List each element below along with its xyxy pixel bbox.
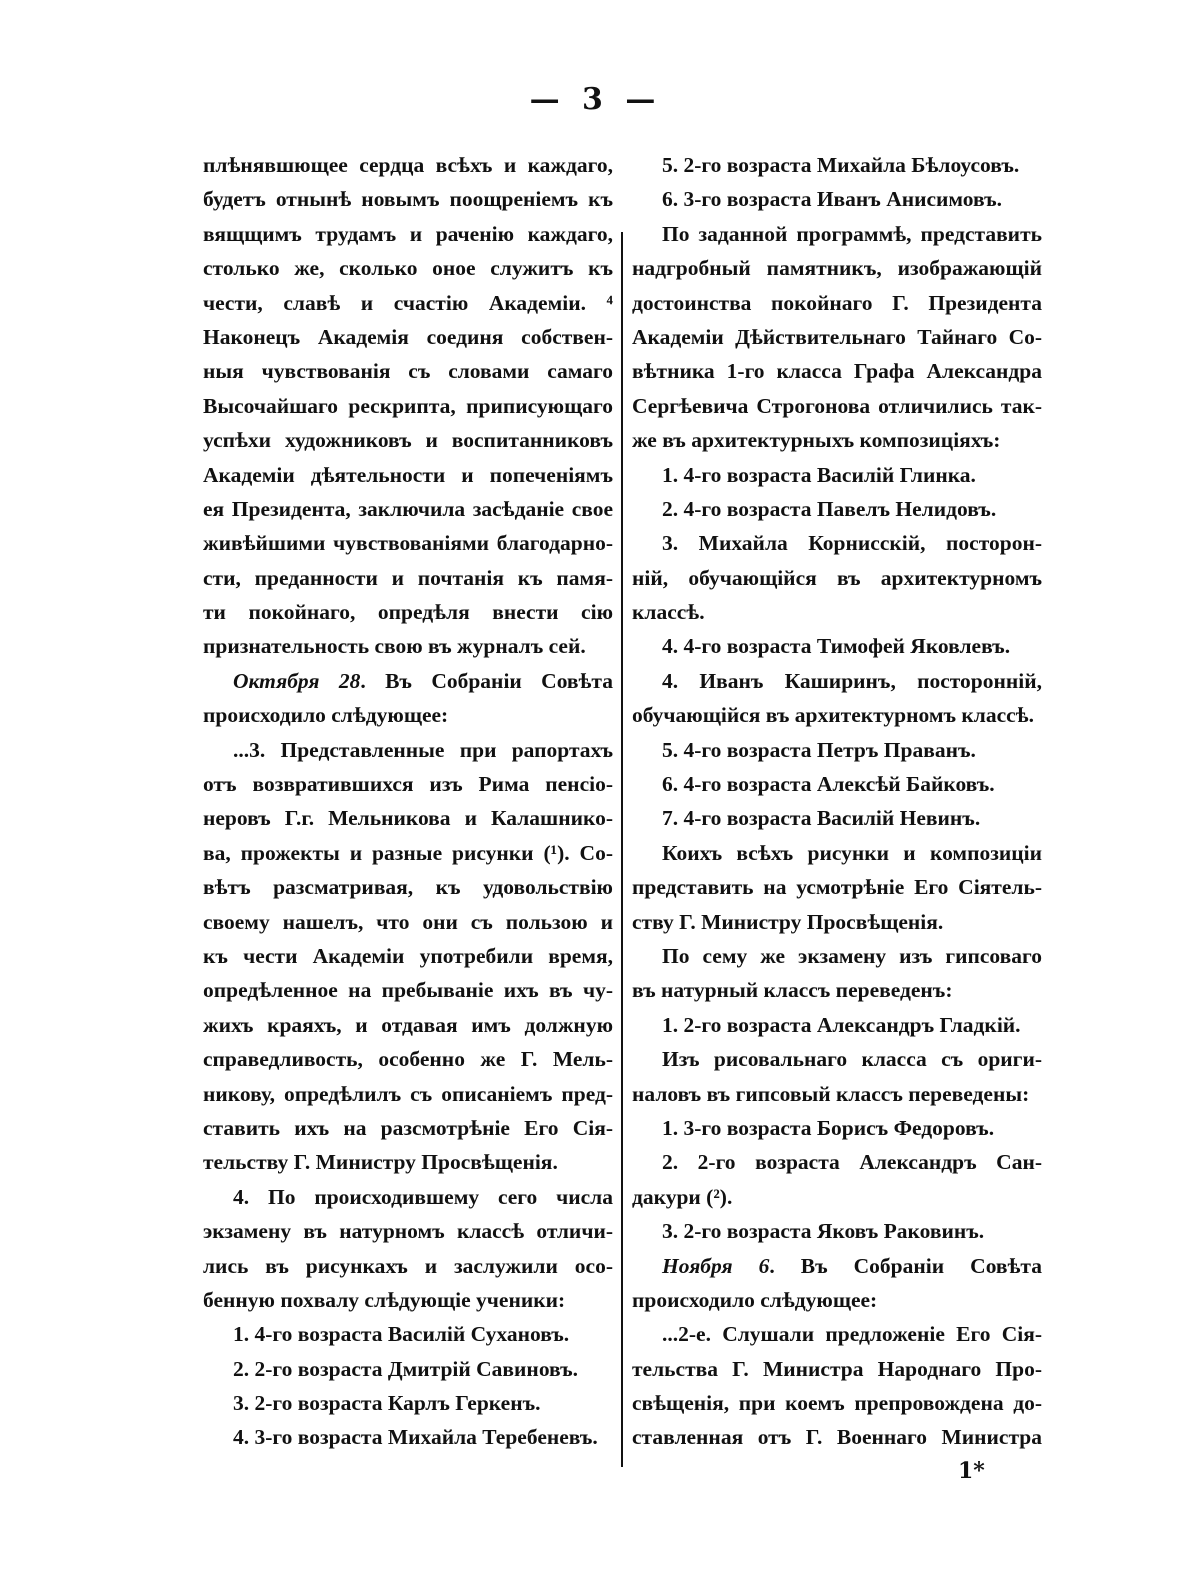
text-line: ея Президента, заключила засѣданіе свое xyxy=(203,496,613,521)
text-line: классѣ. xyxy=(632,600,705,625)
column-divider xyxy=(621,232,623,1467)
text-line: живѣйшими чувствованіями благодарно- xyxy=(203,531,613,556)
text-line: своему нашелъ, что они съ пользою и xyxy=(203,909,613,934)
text-line: ...2-е. Слушали предложеніе Его Сія- xyxy=(662,1322,1042,1347)
text-line: Коихъ всѣхъ рисунки и композиціи xyxy=(662,840,1042,865)
text-line: наловъ въ гипсовый классъ переведены: xyxy=(632,1081,1030,1106)
text-line: плѣнявшющее сердца всѣхъ и каждаго, xyxy=(203,153,613,177)
text-line: въ натурный классъ переведенъ: xyxy=(632,978,953,1003)
text-line: бенную похвалу слѣдующіе ученики: xyxy=(203,1287,566,1312)
text-line: вѣтъ разсматривая, къ удовольствію xyxy=(203,875,613,900)
text-line: сти, преданности и почтанія къ памя- xyxy=(203,565,613,590)
text-line: По сему же экзамену изъ гипсоваго xyxy=(662,943,1042,968)
text-line: ній, обучающійся въ архитектурномъ xyxy=(632,565,1042,590)
text-line: вящщимъ трудамъ и раченію каждаго, xyxy=(203,221,613,246)
left-column xyxy=(203,148,613,1455)
text-line: экзамену въ натурномъ классѣ отличи- xyxy=(203,1219,613,1244)
text-line: 4. 3-го возраста Михайла Теребеневъ. xyxy=(233,1425,598,1450)
text-line: 1. 3-го возраста Борисъ Федоровъ. xyxy=(662,1115,995,1140)
text-line: 6. 4-го возраста Алексѣй Байковъ. xyxy=(662,772,995,797)
text-line: признательность свою въ журналъ сей. xyxy=(203,634,586,659)
text-line: ставить ихъ на разсмотрѣніе Его Сія- xyxy=(203,1115,613,1140)
text-line: же въ архитектурныхъ композиціяхъ: xyxy=(632,428,1001,453)
signature-mark: 1* xyxy=(958,1458,985,1484)
text-line: будетъ отнынѣ новымъ поощреніемъ къ xyxy=(203,187,613,212)
text-line: ва, прожекты и разные рисунки (¹). Со- xyxy=(203,840,613,865)
text-line: По заданной программѣ, представить xyxy=(662,221,1042,246)
text-line: ти покойнаго, опредѣля внести сію xyxy=(203,600,613,625)
text-line: 2. 2-го возраста Александръ Сан- xyxy=(662,1150,1042,1175)
text-line: чести, славѣ и счастію Академіи. ⁴ xyxy=(203,290,613,315)
text-line: Октября 28. Въ Собраніи Совѣта xyxy=(233,668,613,693)
text-line: справедливость, особенно же Г. Мель- xyxy=(203,1047,613,1072)
text-line: надгробный памятникъ, изображающій xyxy=(632,256,1042,281)
text-line: 5. 2-го возраста Михайла Бѣлоусовъ. xyxy=(662,153,1020,177)
text-line: 1. 4-го возраста Василій Глинка. xyxy=(662,462,976,487)
text-line: опредѣленное на пребываніе ихъ въ чу- xyxy=(203,978,613,1003)
text-line: 2. 4-го возраста Павелъ Нелидовъ. xyxy=(662,496,997,521)
text-line: отъ возвратившихся изъ Рима пенсіо- xyxy=(203,772,613,797)
text-line: 5. 4-го возраста Петръ Праванъ. xyxy=(662,737,976,762)
text-line: къ чести Академіи употребили время, xyxy=(203,943,613,968)
text-line: происходило слѣдующее: xyxy=(203,703,449,728)
text-line: вѣтника 1-го класса Графа Александра xyxy=(632,359,1042,384)
text-line: дакури (²). xyxy=(632,1184,733,1209)
text-line: Ноября 6. Въ Собраніи Совѣта xyxy=(662,1253,1042,1278)
text-line: Наконецъ Академія соединя собствен- xyxy=(203,324,613,349)
text-line: никову, опредѣлилъ съ описаніемъ пред- xyxy=(203,1081,613,1106)
text-line: лись въ рисункахъ и заслужили осо- xyxy=(203,1253,613,1278)
text-line: тельства Г. Министра Народнаго Про- xyxy=(632,1356,1042,1381)
text-line: 1. 4-го возраста Василій Сухановъ. xyxy=(233,1322,570,1347)
text-line: Академіи дѣятельности и попеченіямъ xyxy=(203,462,613,487)
text-line: свѣщенія, при коемъ препровождена до- xyxy=(632,1391,1042,1416)
right-column xyxy=(632,148,1042,1455)
text-line: 4. По происходившему сего числа xyxy=(233,1184,613,1209)
text-line: 1. 2-го возраста Александръ Гладкій. xyxy=(662,1012,1021,1037)
text-line: Академіи Дѣйствительнаго Тайнаго Со- xyxy=(632,324,1042,349)
text-line: Сергѣевича Строгонова отличились так- xyxy=(632,393,1042,418)
text-line: происходило слѣдующее: xyxy=(632,1287,878,1312)
text-line: ству Г. Министру Просвѣщенія. xyxy=(632,909,944,934)
text-line: Изъ рисовальнаго класса съ ориги- xyxy=(662,1047,1042,1072)
text-line: тельству Г. Министру Просвѣщенія. xyxy=(203,1150,558,1175)
text-line: ныя чувствованія съ словами самаго xyxy=(203,359,613,384)
text-line: 6. 3-го возраста Иванъ Анисимовъ. xyxy=(662,187,1002,212)
text-line: 3. 2-го возраста Яковъ Раковинъ. xyxy=(662,1219,985,1244)
text-line: 4. Иванъ Каширинъ, посторонній, xyxy=(662,668,1042,693)
text-line: ставленная отъ Г. Военнаго Министра xyxy=(632,1425,1042,1450)
text-line: неровъ Г.г. Мельникова и Калашнико- xyxy=(203,806,613,831)
text-line: 3. 2-го возраста Карлъ Геркенъ. xyxy=(233,1391,541,1416)
text-line: обучающійся въ архитектурномъ классѣ. xyxy=(632,703,1034,728)
text-line: жихъ краяхъ, и отдавая имъ должную xyxy=(203,1012,613,1037)
text-line: представить на усмотрѣніе Его Сіятель- xyxy=(632,875,1042,900)
text-line: достоинства покойнаго Г. Президента xyxy=(632,290,1042,315)
text-line: успѣхи художниковъ и воспитанниковъ xyxy=(203,428,613,453)
text-line: 2. 2-го возраста Дмитрій Савиновъ. xyxy=(233,1356,579,1381)
text-line: 7. 4-го возраста Василій Невинъ. xyxy=(662,806,981,831)
text-line: ...3. Представленные при рапортахъ xyxy=(233,737,613,762)
text-line: 3. Михайла Корнисскій, посторон- xyxy=(662,531,1042,556)
text-line: 4. 4-го возраста Тимофей Яковлевъ. xyxy=(662,634,1011,659)
page-number: — 3 — xyxy=(529,82,662,117)
text-line: Высочайшаго рескрипта, приписующаго xyxy=(203,393,613,418)
text-line: столько же, сколько оное служитъ къ xyxy=(203,256,613,281)
